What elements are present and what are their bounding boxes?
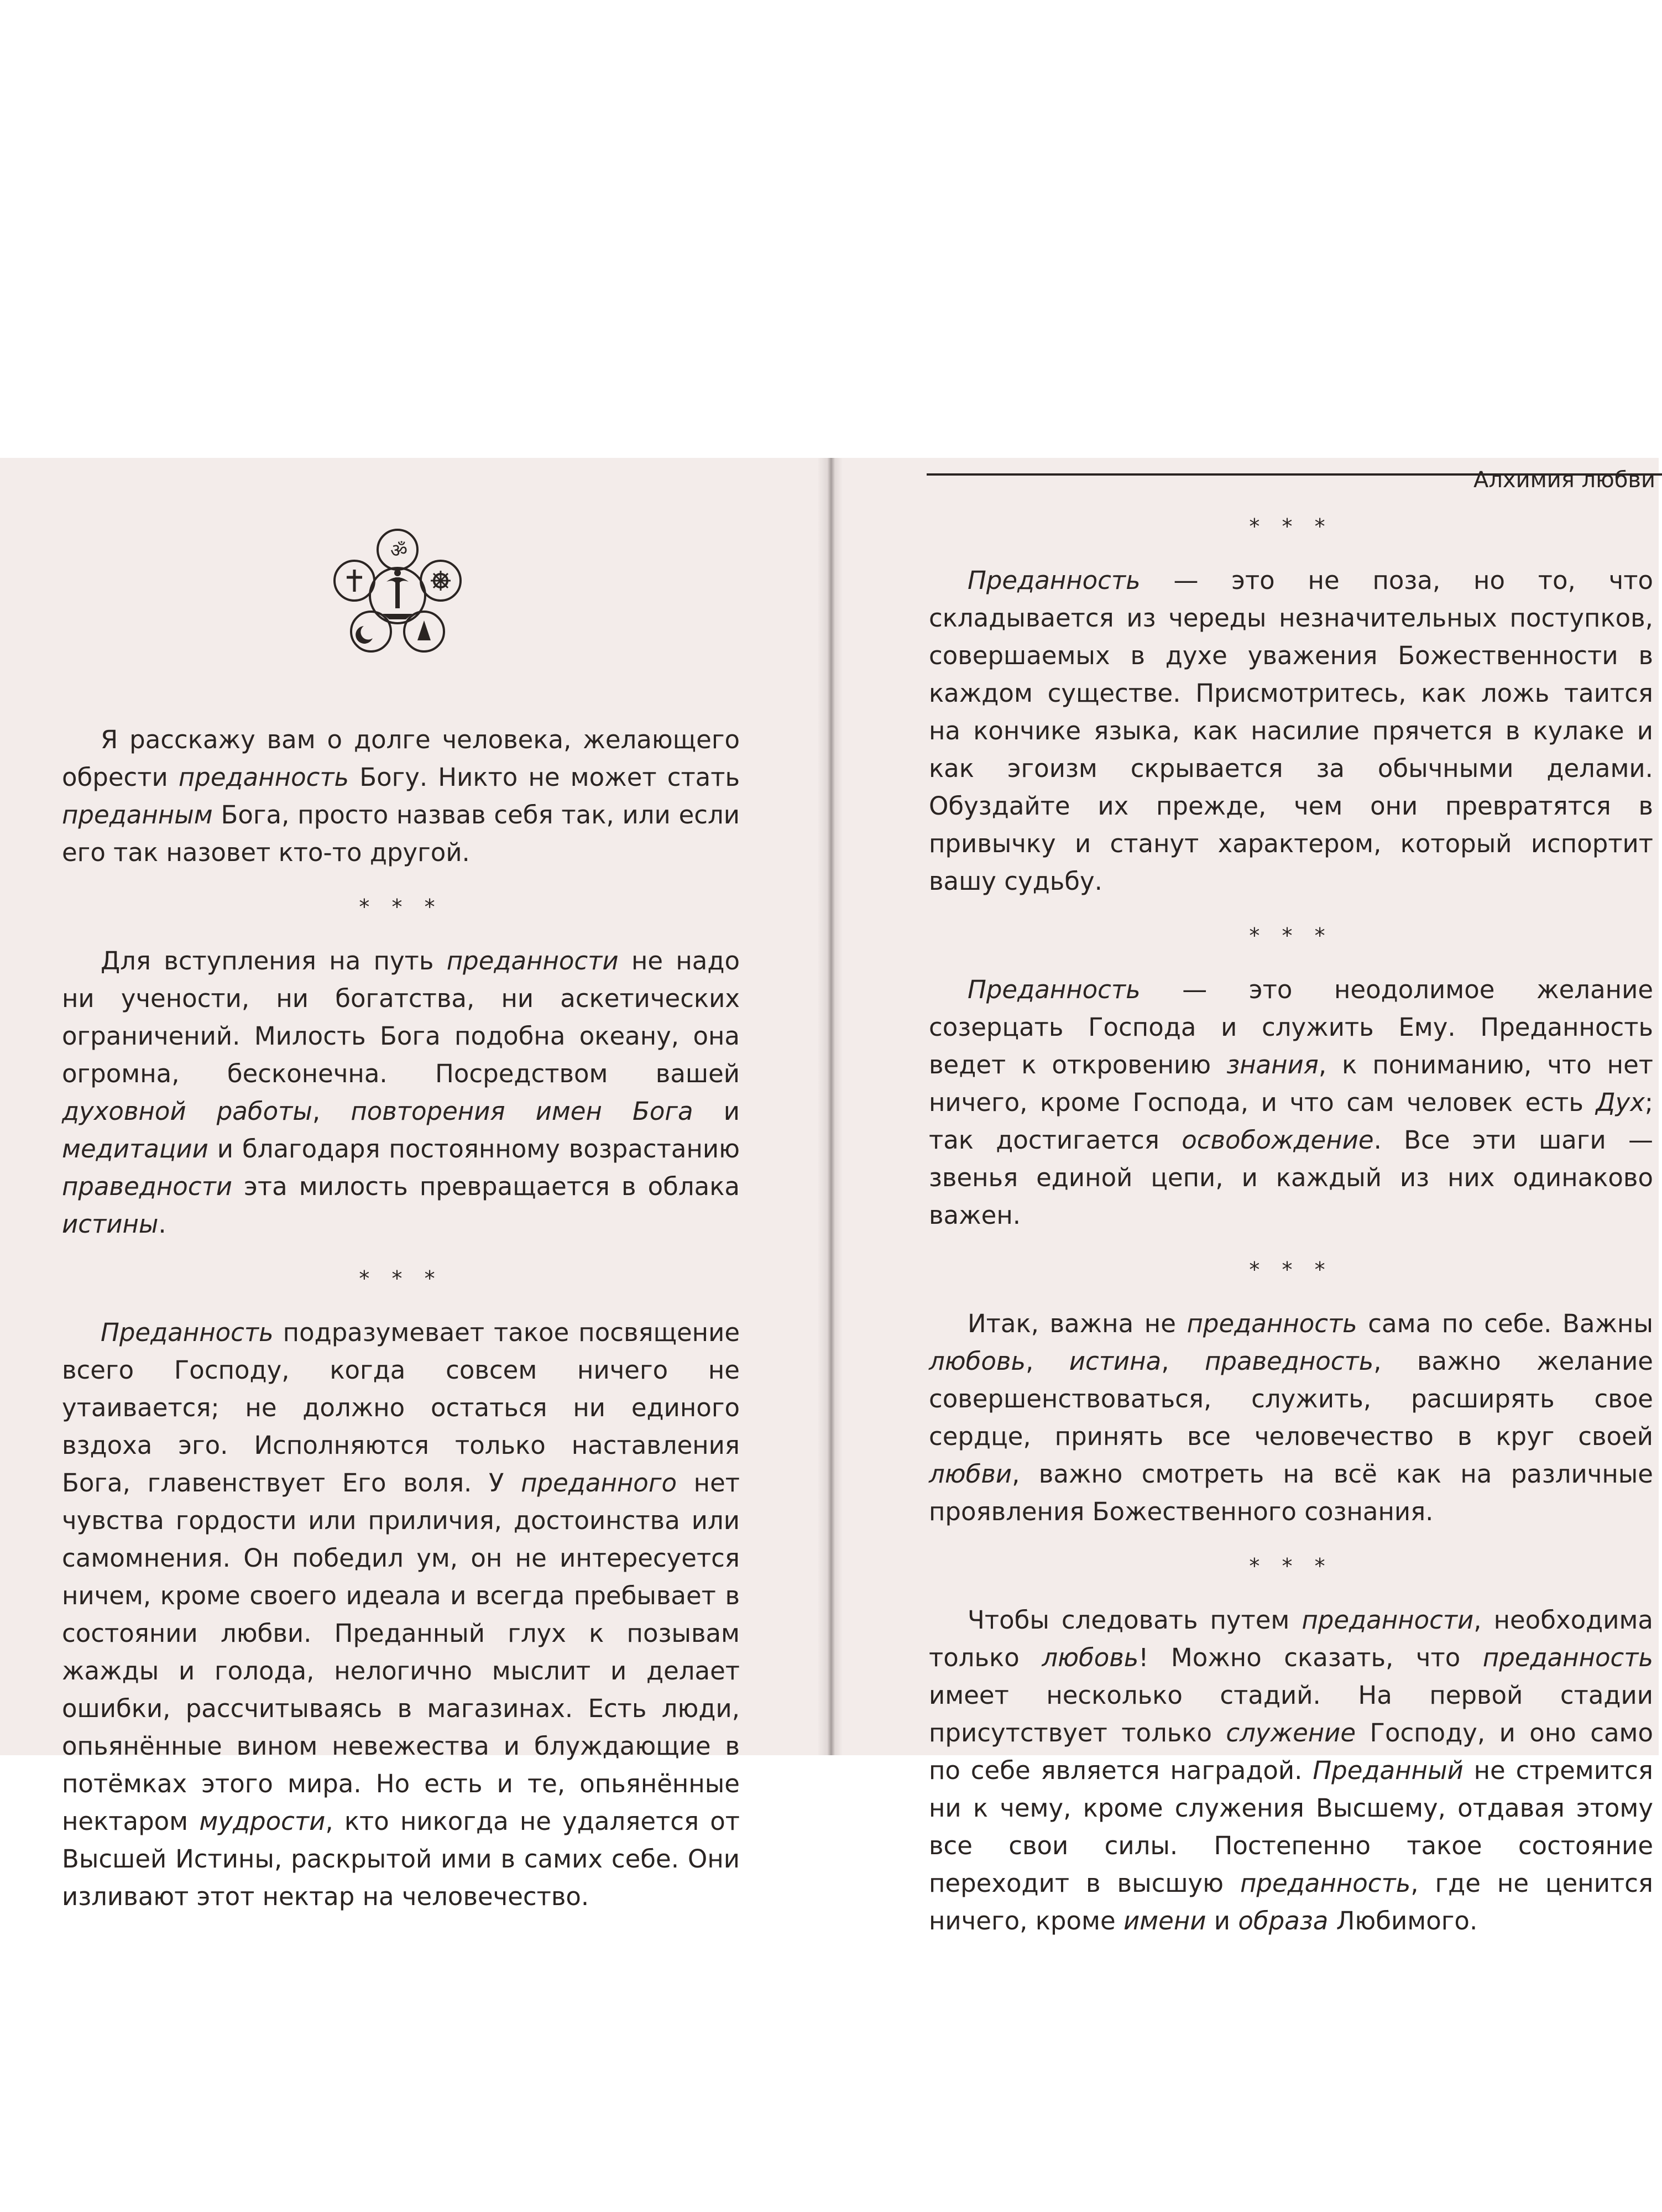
paragraph: Итак, важна не преданность сама по себе. Важны любовь, истина, праведность, важно желание совершенствоваться, служить, расширять свое сердце, принять все человечество в круг своей любви, важно смотреть на всё как на различные проявления Божественного сознания. <box>929 1309 1653 1526</box>
section-separator: * * * <box>359 1266 443 1291</box>
paragraph: Для вступления на путь преданности не надо ни учености, ни богатства, ни аскетических ограничений. Милость Бога подобна океану, она огромна, бесконечна. Посредством вашей духовной работы, повторения имен Бога и медитации и благодаря постоянному возрастанию праведности эта милость превращается в облака истины. <box>62 946 740 1239</box>
left-page-text <box>62 721 740 1916</box>
section-separator: * * * <box>1249 514 1333 539</box>
paragraph: Преданность — это неодолимое желание созерцать Господа и служить Ему. Преданность ведет к откровению знания, к пониманию, что нет ничего, кроме Господа, и что сам человек есть Дух; так достигается освобождение. Все эти шаги — звенья единой цепи, и каждый из них одинаково важен. <box>929 975 1653 1230</box>
paragraph: Преданность подразумевает такое посвящение всего Господу, когда совсем ничего не утаивается; не должно остаться ни единого вздоха эго. Исполняются только наставления Бога, главенствует Его воля. У преданного нет чувства гордости или приличия, достоинства или самомнения. Он победил ум, он не интересуется ничем, кроме своего идеала и всегда пребывает в состоянии любви. Преданный глух к позывам жажды и голода, нелогично мыслит и делает ошибки, рассчитываясь в магазинах. Есть люди, опьянённые вином невежества и блуждающие в потёмках этого мира. Но есть и те, опьянённые нектаром мудрости, кто никогда не удаляется от Высшей Истины, раскрытой ими в самих себе. Они изливают этот нектар на человечество. <box>62 1318 740 1911</box>
paragraph: Преданность — это не поза, но то, что складывается из череды незначительных поступков, совершаемых в духе уважения Божественности в каждом существе. Присмотритесь, как ложь таится на кончике языка, как насилие прячется в кулаке и как эгоизм скрывается за обычными делами. Обуздайте их прежде, чем они превратятся в привычку и станут характером, который испортит вашу судьбу. <box>929 566 1653 896</box>
section-separator: * * * <box>1249 924 1333 948</box>
interfaith-emblem-icon <box>317 515 478 676</box>
paragraph: Я расскажу вам о долге человека, желающего обрести преданность Богу. Никто не может стать преданным Бога, просто назвав себя так, или если его так назовет кто-то другой. <box>62 725 740 867</box>
section-separator: * * * <box>1249 1554 1333 1578</box>
section-separator: * * * <box>1249 1258 1333 1282</box>
book-spread <box>0 458 1659 1936</box>
paragraph: Чтобы следовать путем преданности, необходима только любовь! Можно сказать, что преданность имеет несколько стадий. На первой стадии присутствует только служение Господу, и оно само по себе является наградой. Преданный не стремится ни к чему, кроме служения Высшему, отдавая этому все свои силы. Постепенно такое состояние переходит в высшую преданность, где не ценится ничего, кроме имени и образа Любимого. <box>929 1605 1654 1936</box>
right-page <box>843 458 1659 1936</box>
running-head: Алхимия любви <box>1473 467 1655 493</box>
section-separator: * * * <box>359 895 443 919</box>
book-gutter <box>817 458 843 1755</box>
header-rule <box>927 467 1662 493</box>
right-page-text <box>929 491 1653 1940</box>
left-page <box>0 458 817 1911</box>
svg-text:ॐ: ॐ <box>390 540 408 562</box>
